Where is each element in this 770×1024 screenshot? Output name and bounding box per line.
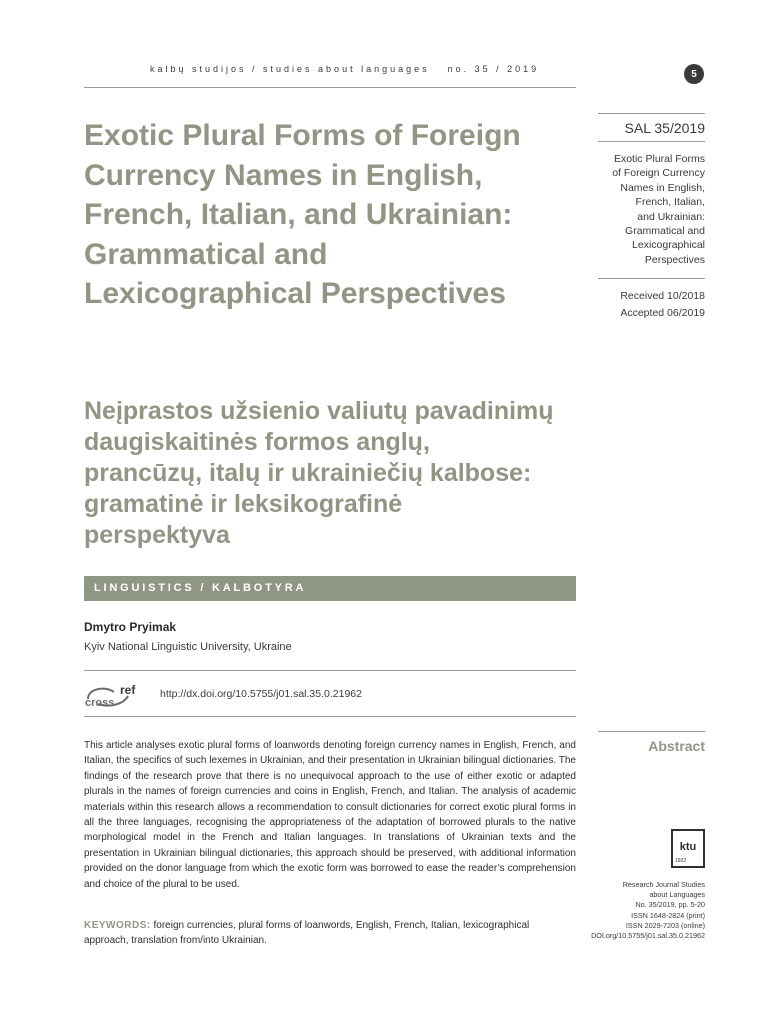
journal-info-line: ISSN 2029-7203 (online) xyxy=(625,920,705,930)
sidebar-short-title xyxy=(585,152,705,267)
ktu-logo-year: 1922 xyxy=(675,858,687,864)
article-title-lithuanian: Neįprastos užsienio valiutų pavadinimų daugiskaitinės formos anglų, prancūzų, italų ir ukrainiečių kalbose: gramatinė ir leksikografinė perspektyva xyxy=(84,397,554,549)
abstract-heading: Abstract xyxy=(648,738,705,754)
crossref-logo-cross: cross xyxy=(85,697,115,708)
doi-link[interactable]: http://dx.doi.org/10.5755/j01.sal.35.0.21962 xyxy=(160,688,362,700)
crossref-logo-ref: ref xyxy=(120,683,136,697)
journal-info xyxy=(575,880,705,941)
sidebar-divider-top xyxy=(598,113,705,114)
journal-code: SAL 35/2019 xyxy=(624,120,705,136)
abstract-body: This article analyses exotic plural forms of loanwords denoting foreign currency names in English, French, and Italian, the specifics of such lexemes in Ukrainian, and their presentation in Ukrainian bilingual dictionaries. The findings of the research prove that there is no unequivocal approach to the use of either exotic or adapted plurals in the names of foreign currencies and coins in English, French, and Italian. The analysis of academic materials within this research allows a recommendation to consult dictionaries for correct exotic plural forms in all the three languages, recognising the appropriateness of the adaptation of borrowed plurals to the native morphological model in the French and Italian languages. In translations of Ukrainian texts and the presentation in Ukrainian bilingual dictionaries, this approach should be preserved, with additional information provided on the donor language from which the exotic form was borrowed to ease the reader’s comprehension and choice of the plural to be used. xyxy=(84,740,576,890)
journal-info-line: No. 35/2019, pp. 5-20 xyxy=(635,900,705,910)
short-title-line: and Ukrainian: xyxy=(637,210,705,223)
keywords xyxy=(84,918,576,949)
journal-info-line: about Languages xyxy=(649,890,705,900)
page-number-badge: 5 xyxy=(684,64,704,84)
short-title-line: Exotic Plural Forms xyxy=(613,153,705,165)
running-header xyxy=(150,64,539,74)
received-date: Received 10/2018 xyxy=(620,290,705,302)
accepted-date: Accepted 06/2019 xyxy=(620,307,705,319)
doi-divider xyxy=(84,716,576,717)
article-title-english: Exotic Plural Forms of Foreign Currency Names in English, French, Italian, and Ukrainian: Grammatical and Lexicographical Perspectives xyxy=(84,119,521,310)
keywords-list: foreign currencies, plural forms of loanwords, English, French, Italian, lexicographical approach, translation from/into Ukrainian. xyxy=(84,920,530,947)
journal-info-line: DOI.org/10.5755/j01.sal.35.0.21962 xyxy=(591,931,705,941)
author-affiliation: Kyiv National Linguistic University, Ukraine xyxy=(84,641,292,653)
sidebar-divider xyxy=(598,141,705,142)
short-title-line: Perspectives xyxy=(644,253,705,266)
ktu-logo-text: ktu xyxy=(679,841,697,853)
journal-info-line: Research Journal Studies xyxy=(622,880,705,889)
short-title-line: of Foreign Currency xyxy=(612,167,705,180)
header-divider xyxy=(84,87,576,88)
short-title-line: French, Italian, xyxy=(635,196,705,209)
short-title-line: Names in English, xyxy=(620,181,705,194)
section-banner: LINGUISTICS / KALBOTYRA xyxy=(84,576,576,601)
submission-dates xyxy=(620,288,705,322)
issue-number: no. 35 / 2019 xyxy=(447,64,540,74)
sidebar-divider xyxy=(598,278,705,279)
journal-info-line: ISSN 1648-2824 (print) xyxy=(631,910,705,920)
short-title-line: Grammatical and xyxy=(625,225,705,238)
crossref-logo[interactable] xyxy=(84,682,150,708)
short-title-line: Lexicographical xyxy=(632,239,705,252)
keywords-label: KEYWORDS: xyxy=(84,920,151,931)
journal-name: kalbų studijos / studies about languages xyxy=(150,64,430,74)
ktu-logo xyxy=(671,829,705,868)
abstract-divider xyxy=(598,731,705,732)
author-name: Dmytro Pryimak xyxy=(84,620,177,634)
author-divider xyxy=(84,670,576,671)
